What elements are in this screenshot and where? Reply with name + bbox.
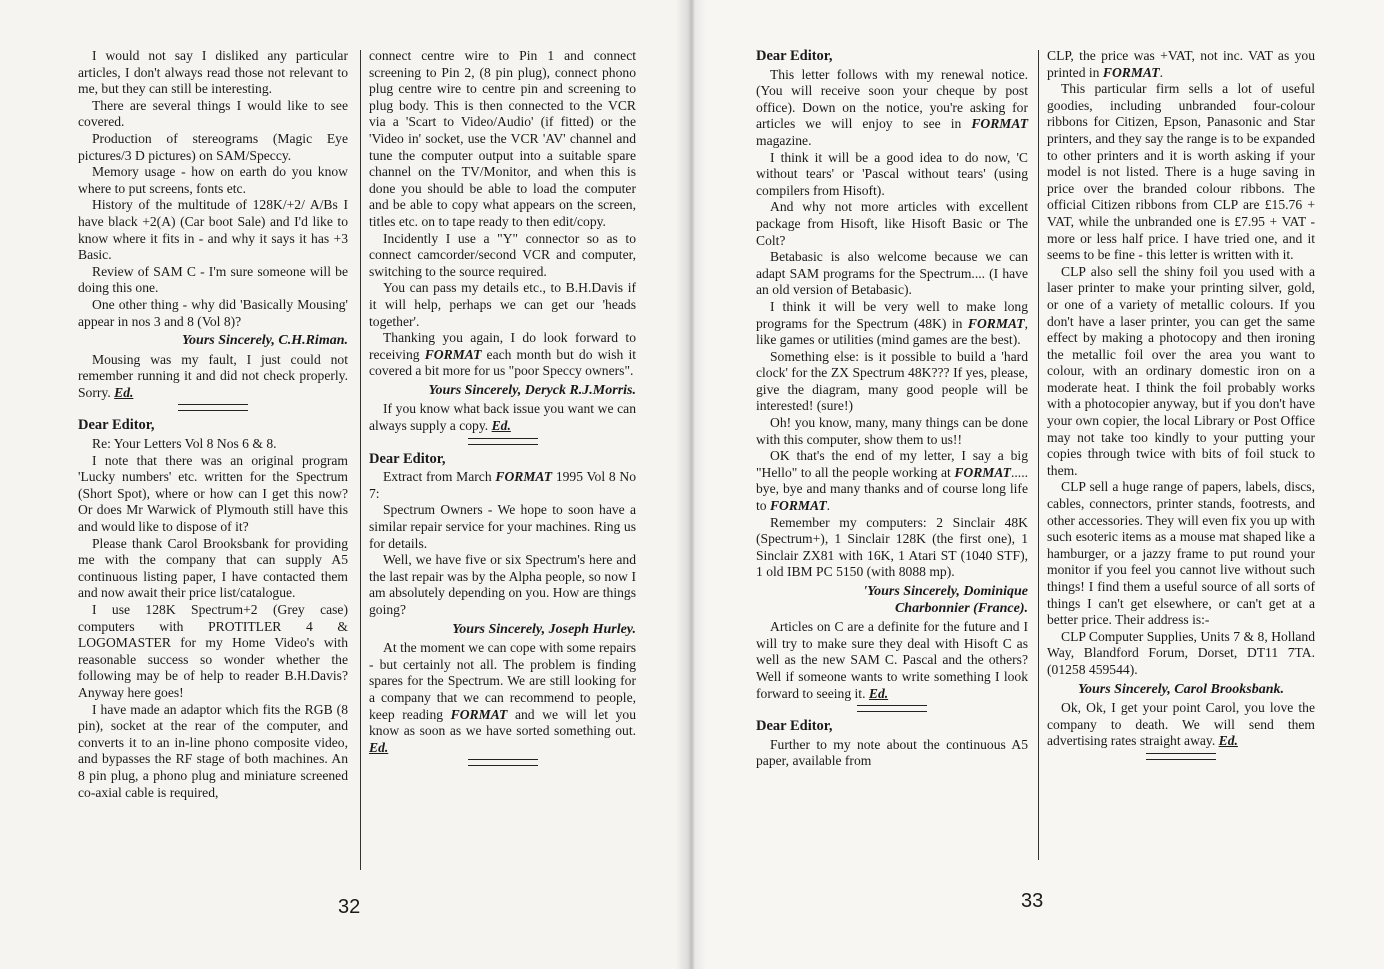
page32-column-1 <box>78 48 348 801</box>
paragraph: Spectrum Owners - We hope to soon have a similar repair service for your machines. Ring us for details. <box>369 502 636 551</box>
paragraph: Oh! you know, many, many things can be done with this computer, show them to us!! <box>756 415 1028 447</box>
paragraph: One other thing - why did 'Basically Mousing' appear in nos 3 and 8 (Vol 8)? <box>78 296 348 329</box>
paragraph: And why not more articles with excellent package from Hisoft, like Hisoft Basic or The Colt? <box>756 199 1028 248</box>
page-33 <box>692 0 1384 969</box>
page32-column-2 <box>369 48 636 770</box>
text-span: , like games or utilities (mind games are the best). <box>756 315 1028 348</box>
column-divider <box>360 50 361 870</box>
text-span: magazine. <box>756 132 812 148</box>
paragraph: I have made an adaptor which fits the RGB (8 pin), socket at the rear of the computer, and converts it to an in-line phono composite video, and bypasses the RF stage of both machines. An 8 pin plug, a phono plug and miniature screened co-axial cable is required, <box>78 701 348 800</box>
editor-reply <box>78 352 348 402</box>
reply-text: Ok, Ok, I get your point Carol, you love the company to death. We will send them advertising rates straight away. <box>1047 700 1315 749</box>
ed-mark: Ed. <box>491 418 511 434</box>
signature: Yours Sincerely, Carol Brooksbank. <box>1077 681 1284 697</box>
text-span: each month but do wish it covered a bit more for us "poor Speccy owners". <box>369 346 636 379</box>
paragraph: Incidently I use a "Y" connector so as to connect camcorder/second VCR and computer, switching to the source required. <box>369 230 636 279</box>
paragraph: I use 128K Spectrum+2 (Grey case) computers with PROTITLER 4 & LOGOMASTER for my Home Video's with reasonable success so wonder whether the following may be of help to reader B.H.Davis? Anyway here goes! <box>78 602 348 700</box>
text-span: Thanking you again, I do look forward to receiving <box>369 330 636 362</box>
paragraph: Production of stereograms (Magic Eye pictures/3 D pictures) on SAM/Speccy. <box>78 130 348 163</box>
page-number: 33 <box>1021 890 1044 912</box>
paragraph: OK that's the end of my letter, I say a big "Hello" to all the people working at FORMAT..... bye, bye and many thanks and of course long life to FORMAT. <box>756 448 1028 514</box>
text-span: Extract from March <box>383 469 492 485</box>
signature: Yours Sincerely, C.H.Riman. <box>182 333 348 349</box>
paragraph: CLP sell a huge range of papers, labels, discs, cables, connectors, printer stands, footrests, and other accessories. They will even fix you up with such esoteric items as a mouse mat shaped like a hamburger, or a jazzy frame to put round your monitor if you feel you cannot live without such things! I find them a useful source of all sorts of things I can't get elsewhere, or can't get at a better price. Their address is:- <box>1047 479 1315 628</box>
paragraph: History of the multitude of 128K/+2/ A/Bs I have black +2(A) (Car boot Sale) and I'd like to know where it fits in - and why it says it has +3 Basic. <box>78 197 348 263</box>
format-logo: FORMAT <box>424 346 482 362</box>
signature: Charbonnier (France). <box>894 600 1028 616</box>
reply-text: If you know what back issue you want we can always supply a copy. <box>369 401 636 434</box>
paragraph <box>756 67 1028 150</box>
column-divider <box>1038 50 1039 860</box>
paragraph: Re: Your Letters Vol 8 Nos 6 & 8. <box>92 436 277 452</box>
letter-heading: Dear Editor, <box>756 48 833 64</box>
letter-heading: Dear Editor, <box>756 718 833 735</box>
editor-reply <box>756 619 1028 702</box>
page33-column-1 <box>756 48 1028 770</box>
page33-column-2 <box>1047 48 1315 764</box>
text-span: ..... bye, bye and many thanks and of course long life to <box>756 464 1028 514</box>
paragraph: CLP, the price was +VAT, not inc. VAT as you printed in FORMAT. <box>1047 48 1315 80</box>
section-divider <box>857 705 927 712</box>
paragraph <box>756 299 1028 349</box>
signature: Yours Sincerely, Joseph Hurley. <box>452 621 636 637</box>
paragraph: There are several things I would like to see covered. <box>78 97 348 130</box>
editor-reply <box>369 401 636 434</box>
signature: Yours Sincerely, Deryck R.J.Morris. <box>428 382 636 398</box>
paragraph: Something else: is it possible to build a 'hard clock' for the ZX Spectrum 48K??? If yes, please, give the diagram, many good people will be interested! (sure!) <box>756 348 1028 414</box>
text-span: I think it will be very well to make long programs for the Spectrum (48K) in <box>756 298 1028 331</box>
format-logo: FORMAT <box>954 464 1011 480</box>
format-logo: FORMAT <box>769 498 827 514</box>
ed-mark: Ed. <box>1218 733 1238 749</box>
format-logo: FORMAT <box>1102 64 1160 80</box>
paragraph: connect centre wire to Pin 1 and connect screening to Pin 2, (8 pin plug), connect phono plug centre wire to centre pin and screening to plug body. This is then connected to the VCR via a 'Scart to Video/Audio' (if fitted) or the 'Video in' socket, use the VCR 'AV' channel and tune the computer output into a suitable spare channel on the TV/Monitor, and when this is done you should be able to load the computer and be able to copy what appears on the screen, titles etc. on to tape ready to then edit/copy. <box>369 48 636 229</box>
format-logo: FORMAT <box>450 706 508 722</box>
ed-mark: Ed. <box>868 685 889 701</box>
editor-reply <box>1047 700 1315 750</box>
text-span: 1995 Vol 8 No 7: <box>369 469 637 501</box>
reply-text: and we will let you know as soon as we have sorted something out. <box>369 706 637 739</box>
paragraph: Remember my computers: 2 Sinclair 48K (Spectrum+), 1 Sinclair 128K (the first one), 1 Sinclair ZX81 with 16K, 1 Atari ST (1040 STF), 1 old IBM PC 5150 (with 8088 mp). <box>756 514 1028 580</box>
paragraph <box>369 330 636 380</box>
paragraph: Please thank Carol Brooksbank for providing me with the company that can supply A5 continuous listing paper, I have contacted them and now await their price list/catalogue. <box>78 535 348 601</box>
paragraph: Review of SAM C - I'm sure someone will be doing this one. <box>78 263 348 296</box>
paragraph: This particular firm sells a lot of useful goodies, including unbranded four-colour ribbons for Citizen, Epson, Panasonic and Star printers, and they say the range is to be expanded to other printers and it is worth asking if your model is not listed. There is a huge saving in price over the branded colour ribbons. The official Citizen ribbons from CLP are £15.76 + VAT, while the unbranded one is £7.95 + VAT - more or less half price. I have tried one, and it seems to be fine - this letter is written with it. <box>1047 81 1316 263</box>
reply-text: Mousing was my fault, I just could not remember running it and did not check properly. Sorry. <box>78 351 348 400</box>
format-logo: FORMAT <box>967 315 1025 331</box>
ed-mark: Ed. <box>114 384 134 400</box>
paragraph: I think it will be a good idea to do now, 'C without tears' or 'Pascal without tears' (using compilers from Hisoft). <box>756 149 1028 198</box>
format-logo: FORMAT <box>971 116 1029 132</box>
text-span: OK that's the end of my letter, I say a big "Hello" to all the people working at <box>756 448 1028 480</box>
page-number: 32 <box>338 896 361 918</box>
paragraph: I note that there was an original program 'Lucky numbers' etc. written for the Spectrum (Short Spot), where or how can I get this now? Or does Mr Warwick of Plymouth still have this and would like to dispose of it? <box>78 452 348 535</box>
paragraph: You can pass my details etc., to B.H.Davis if it will help, perhaps we can get our 'heads together'. <box>369 280 636 329</box>
editor-reply <box>369 640 636 756</box>
section-divider <box>468 759 538 766</box>
letter-heading: Dear Editor, <box>78 417 155 434</box>
paragraph <box>369 469 636 502</box>
reply-text: At the moment we can cope with some repairs - but certainly not all. The problem is finding spares for the Spectrum. We are still looking for a company that we can recommend to people, keep reading <box>369 640 636 722</box>
paragraph: I would not say I disliked any particular articles, I don't always read those not relevant to me, but they can still be interesting. <box>78 48 348 97</box>
paragraph: CLP Computer Supplies, Units 7 & 8, Holland Way, Blandford Forum, Dorset, DT11 7TA. (01258 459544). <box>1047 628 1315 677</box>
paragraph: CLP also sell the shiny foil you used with a laser printer to make your printing silver, gold, or one of a variety of metallic colours. If you don't have a laser printer, you can get the same effect by making a photocopy and then ironing the metallic foil over the area you want to colour, with an ordinary domestic iron on a moderate heat. I think the foil probably works with a photocopier anyway, but if you don't have your own copier, the local Library or Post Office may not take too kindly to your putting your copies through twice with bits of foil stuck to them. <box>1047 263 1315 478</box>
reply-text: Articles on C are a definite for the future and I will try to make sure they deal with Hisoft C as well as the new SAM C. Pascal and the others? Well if someone wants to write something I look forward to seeing it. <box>756 619 1028 701</box>
paragraph: Well, we have five or six Spectrum's here and the last repair was by the Alpha people, so now I am absolutely depending on you. How are things going? <box>369 552 636 617</box>
format-logo: FORMAT <box>495 469 553 485</box>
signature: 'Yours Sincerely, Dominique <box>863 584 1028 599</box>
text-span: This letter follows with my renewal notice. (You will receive soon your cheque by post office). Down on the notice, you're asking for articles we will enjoy to see in <box>756 66 1028 132</box>
paragraph: Further to my note about the continuous A5 paper, available from <box>756 736 1028 769</box>
letter-heading: Dear Editor, <box>369 450 446 467</box>
section-divider <box>1146 753 1216 760</box>
section-divider <box>468 438 538 445</box>
ed-mark: Ed. <box>369 739 389 755</box>
paragraph: Betabasic is also welcome because we can adapt SAM programs for the Spectrum.... (I have an old version of Betabasic). <box>756 249 1028 298</box>
section-divider <box>178 404 248 411</box>
text-span: CLP, the price was +VAT, not inc. VAT as you printed in <box>1047 48 1315 80</box>
paragraph: Memory usage - how on earth do you know where to put screens, fonts etc. <box>78 164 348 196</box>
